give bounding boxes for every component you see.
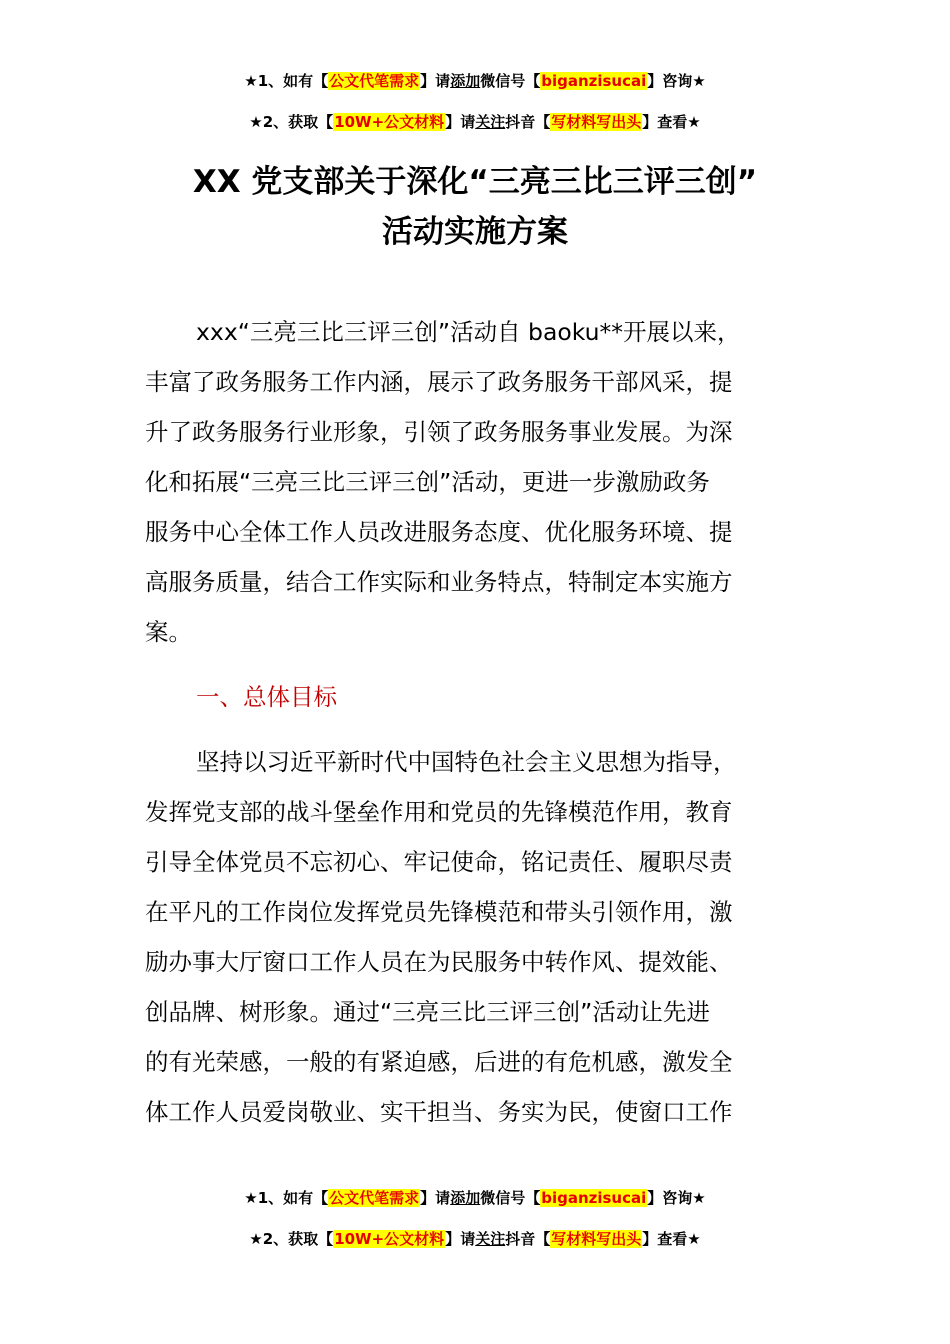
paragraph-line: 发挥党支部的战斗堡垒作用和党员的先锋模范作用，教育 <box>145 798 733 826</box>
banner-wechat-id: biganzisucai <box>541 72 647 90</box>
header-banner-line2 <box>0 111 950 133</box>
banner-text: ★2、获取【 <box>249 113 334 131</box>
banner-underlined-text: 添加 <box>450 72 481 90</box>
banner-highlight: 10W+公文材料 <box>334 113 445 131</box>
paragraph-line: 升了政务服务行业形象，引领了政务服务事业发展。为深 <box>145 418 733 446</box>
banner-text: 】查看★ <box>642 1230 701 1248</box>
document-title <box>0 157 950 257</box>
banner-text: 】咨询★ <box>647 72 706 90</box>
banner-highlight: 公文代笔需求 <box>329 72 420 90</box>
banner-text: 】查看★ <box>642 113 701 131</box>
banner-douyin-id: 写材料写出头 <box>551 1230 642 1248</box>
banner-text: 抖音【 <box>505 113 551 131</box>
banner-highlight: 10W+公文材料 <box>334 1230 445 1248</box>
banner-text: 抖音【 <box>505 1230 551 1248</box>
banner-text: 】请 <box>445 113 476 131</box>
banner-underlined-text: 关注 <box>475 1230 506 1248</box>
banner-highlight: 公文代笔需求 <box>329 1189 420 1207</box>
section-heading: 一、总体目标 <box>196 683 337 711</box>
banner-text: 】请 <box>445 1230 476 1248</box>
banner-underlined-text: 关注 <box>475 113 506 131</box>
paragraph-line: 案。 <box>145 618 192 646</box>
footer-banner-line1 <box>0 1187 950 1209</box>
section1-paragraph <box>145 737 810 1137</box>
paragraph-line: 引导全体党员不忘初心、牢记使命，铭记责任、履职尽责 <box>145 848 733 876</box>
paragraph-line: 励办事大厅窗口工作人员在为民服务中转作风、提效能、 <box>145 948 733 976</box>
paragraph-line: 坚持以习近平新时代中国特色社会主义思想为指导， <box>196 748 737 776</box>
banner-text: 】请 <box>420 1189 451 1207</box>
paragraph-line: 体工作人员爱岗敬业、实干担当、务实为民，使窗口工作 <box>145 1098 733 1126</box>
paragraph-line: xxx“三亮三比三评三创”活动自 baoku**开展以来， <box>196 318 741 346</box>
banner-wechat-id: biganzisucai <box>541 1189 647 1207</box>
banner-text: ★1、如有【 <box>244 1189 329 1207</box>
banner-text: 】咨询★ <box>647 1189 706 1207</box>
paragraph-line: 丰富了政务服务工作内涵，展示了政务服务干部风采，提 <box>145 368 733 396</box>
banner-underlined-text: 添加 <box>450 1189 481 1207</box>
paragraph-line: 的有光荣感，一般的有紧迫感，后进的有危机感，激发全 <box>145 1048 733 1076</box>
banner-text: 微信号【 <box>480 1189 541 1207</box>
banner-text: ★2、获取【 <box>249 1230 334 1248</box>
header-banner-line1 <box>0 70 950 92</box>
paragraph-line: 服务中心全体工作人员改进服务态度、优化服务环境、提 <box>145 518 733 546</box>
paragraph-line: 高服务质量，结合工作实际和业务特点，特制定本实施方 <box>145 568 733 596</box>
footer-banner-line2 <box>0 1228 950 1250</box>
banner-text: 微信号【 <box>480 72 541 90</box>
banner-text: ★1、如有【 <box>244 72 329 90</box>
banner-text: 】请 <box>420 72 451 90</box>
title-line-2: 活动实施方案 <box>382 214 568 250</box>
intro-paragraph <box>145 307 810 657</box>
paragraph-line: 在平凡的工作岗位发挥党员先锋模范和带头引领作用，激 <box>145 898 733 926</box>
title-line-1: XX 党支部关于深化“三亮三比三评三创” <box>192 164 758 200</box>
paragraph-line: 创品牌、树形象。通过“三亮三比三评三创”活动让先进 <box>145 998 710 1026</box>
banner-douyin-id: 写材料写出头 <box>551 113 642 131</box>
paragraph-line: 化和拓展“三亮三比三评三创”活动，更进一步激励政务 <box>145 468 710 496</box>
